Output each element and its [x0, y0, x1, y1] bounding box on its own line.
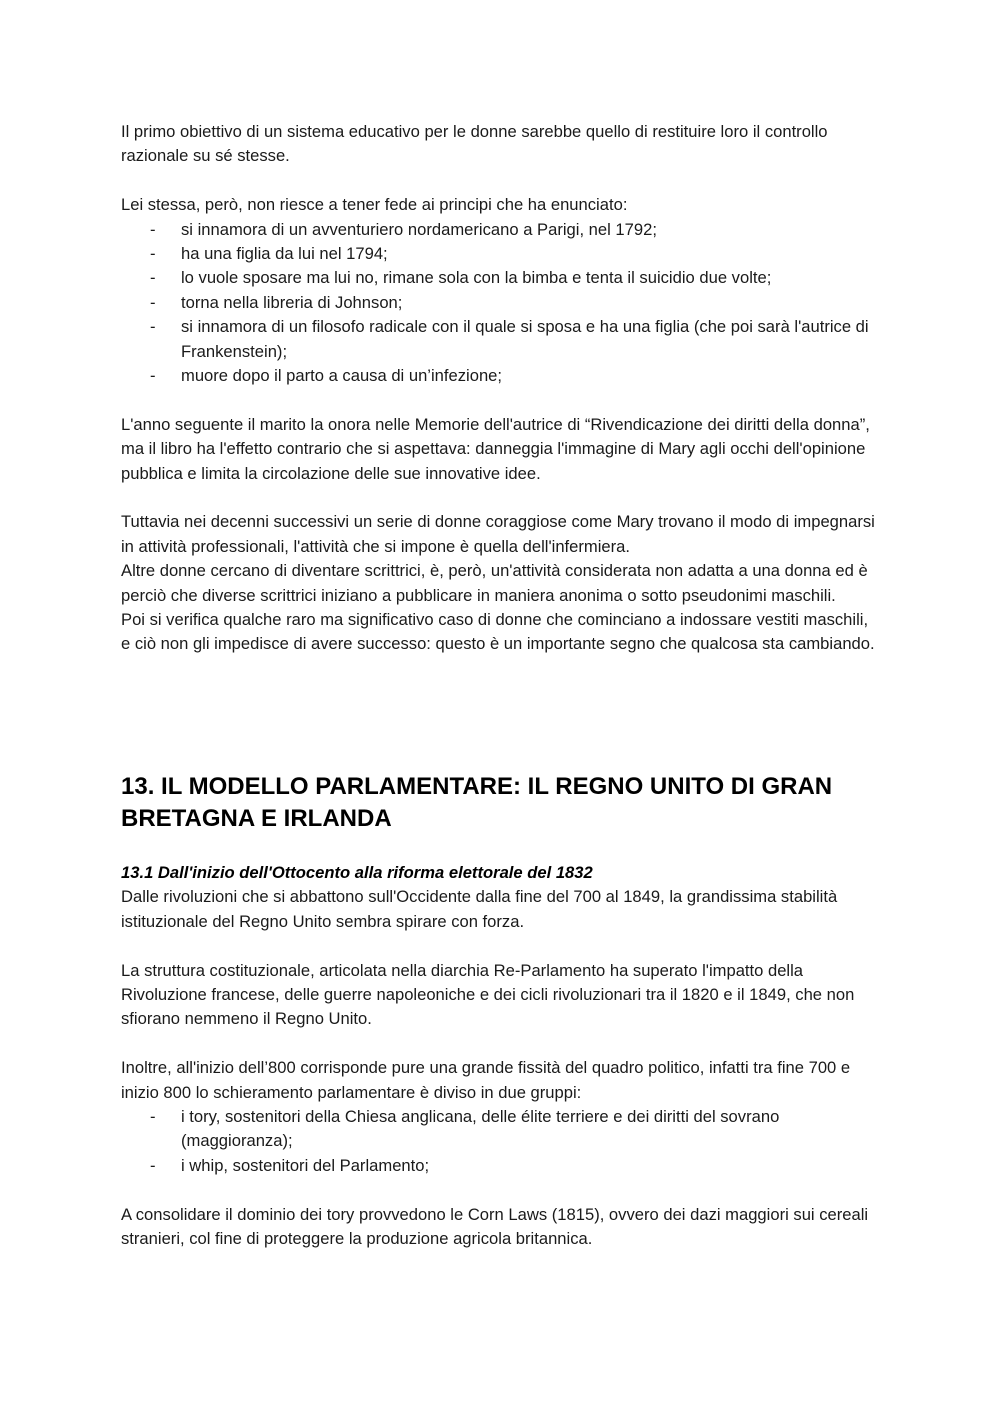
paragraph-political-groups: Inoltre, all'inizio dell’800 corrisponde pure una grande fissità del quadro politico, infatti tra fine 700 e inizio 800 lo schieramento parlamentare è diviso in due gruppi:: [121, 1058, 851, 1102]
section-title: 13.1 Dall'inizio dell'Ottocento alla riforma elettorale del 1832: [121, 862, 593, 882]
list-item: - lo vuole sposare ma lui no, rimane sola con la bimba e tenta il suicidio due volte;: [121, 266, 881, 290]
paragraph-stability: Dalle rivoluzioni che si abbattono sull'Occidente dalla fine del 700 al 1849, la grandissima stabilità istituzionale del Regno Unito sembra spirare con forza.: [121, 887, 838, 931]
dash-bullet: -: [150, 1155, 156, 1175]
paragraph-education-goal: Il primo obiettivo di un sistema educativo per le donne sarebbe quello di restituire loro il controllo razionale su sé stesse.: [121, 122, 828, 166]
dash-bullet: -: [150, 268, 156, 288]
dash-bullet: -: [150, 366, 156, 386]
paragraph-professions: Tuttavia nei decenni successivi un serie di donne coraggiose come Mary trovano il modo di impegnarsi in attività professionali, l'attività che si impone è quella dell'infermiera.: [121, 512, 875, 556]
dash-bullet: -: [150, 1106, 156, 1126]
dash-bullet: -: [150, 244, 156, 264]
list-item: - i whip, sostenitori del Parlamento;: [121, 1154, 881, 1178]
list-item: - torna nella libreria di Johnson;: [121, 291, 881, 315]
paragraph-constitution: La struttura costituzionale, articolata nella diarchia Re-Parlamento ha superato l'impatto della Rivoluzione francese, delle guerre napoleoniche e dei cicli rivoluzionari tra il 1820 e il 1849, che non sfiorano nemmeno il Regno Unito.: [121, 960, 855, 1029]
list-item: - i tory, sostenitori della Chiesa anglicana, delle élite terriere e dei diritti del sovrano (maggioranza);: [150, 1106, 780, 1151]
dash-bullet: -: [150, 292, 156, 312]
paragraph-corn-laws: A consolidare il dominio dei tory provvedono le Corn Laws (1815), ovvero dei dazi maggiori sui cereali stranieri, col fine di proteggere la produzione agricola britannica.: [121, 1204, 869, 1248]
paragraph-writers: Altre donne cercano di diventare scrittrici, è, però, un'attività considerata non adatta a una donna ed è perciò che diverse scrittrici iniziano a pubblicare in maniera anonima o sotto pseudonimi maschili.: [121, 561, 868, 605]
paragraph-principles: Lei stessa, però, non riesce a tener fede ai principi che ha enunciato:: [121, 195, 628, 215]
paragraph-male-clothes: Poi si verifica qualche raro ma significativo caso di donne che cominciano a indossare vestiti maschili, e ciò non gli impedisce di avere successo: questo è un importante segno che qualcosa sta cambiando.: [121, 610, 875, 654]
list-item: - muore dopo il parto a causa di un’infezione;: [121, 364, 881, 388]
list-item: - si innamora di un avventuriero nordamericano a Parigi, nel 1792;: [121, 218, 881, 242]
list-item: - ha una figlia da lui nel 1794;: [121, 242, 881, 266]
dash-bullet: -: [150, 219, 156, 239]
life-events-list: [121, 218, 881, 389]
list-item: - si innamora di un filosofo radicale con il quale si sposa e ha una figlia (che poi sarà l'autrice di Frankenstein);: [150, 317, 869, 361]
paragraph-memorie: L'anno seguente il marito la onora nelle Memorie dell'autrice di “Rivendicazione dei diritti della donna”, ma il libro ha l'effetto contrario che si aspettava: danneggia l'immagine di Mary agli occhi dell'opinione pubblica e limita la circolazione delle sue innovative idee.: [121, 414, 870, 483]
chapter-title: 13. IL MODELLO PARLAMENTARE: IL REGNO UNITO DI GRAN BRETAGNA E IRLANDA: [121, 772, 833, 832]
page-content: [121, 120, 881, 1251]
parliament-groups-list: [121, 1105, 881, 1178]
dash-bullet: -: [150, 317, 156, 337]
